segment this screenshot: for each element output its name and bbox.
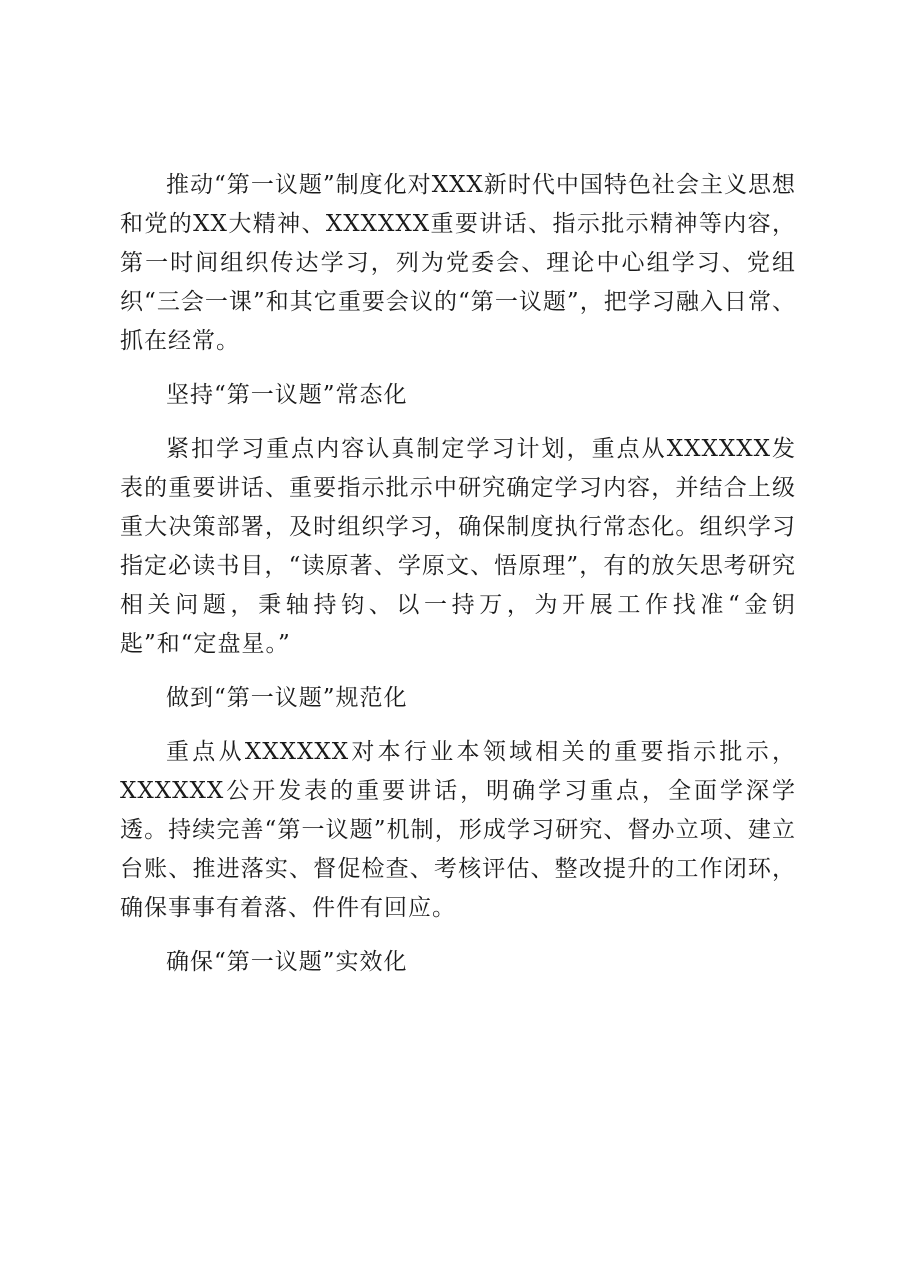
document-body — [120, 166, 796, 997]
paragraph-study-plan: 紧扣学习重点内容认真制定学习计划，重点从XXXXXX发表的重要讲话、重要指示批示中研究确定学习内容，并结合上级重大决策部署，及时组织学习，确保制度执行常态化。组织学习指定必读书目，“读原著、学原文、悟原理”，有的放矢思考研究相关问题，秉轴持钧、以一持万，为开展工作找准“金钥匙”和“定盘星。” — [120, 436, 796, 657]
heading-effectiveness: 确保“第一议题”实效化 — [166, 949, 408, 975]
paragraph-mechanism: 重点从XXXXXX对本行业本领域相关的重要指示批示，XXXXXX公开发表的重要讲话，明确学习重点，全面学深学透。持续完善“第一议题”机制，形成学习研究、督办立项、建立台账、推进落实、督促检查、考核评估、整改提升的工作闭环，确保事事有着落、件件有回应。 — [120, 739, 796, 921]
paragraph-institutionalization: 推动“第一议题”制度化对XXX新时代中国特色社会主义思想和党的XX大精神、XXXXXX重要讲话、指示批示精神等内容，第一时间组织传达学习，列为党委会、理论中心组学习、党组织“三会一课”和其它重要会议的“第一议题”，把学习融入日常、抓在经常。 — [120, 172, 796, 354]
heading-standardization: 做到“第一议题”规范化 — [166, 685, 408, 711]
heading-normalization: 坚持“第一议题”常态化 — [166, 382, 408, 408]
